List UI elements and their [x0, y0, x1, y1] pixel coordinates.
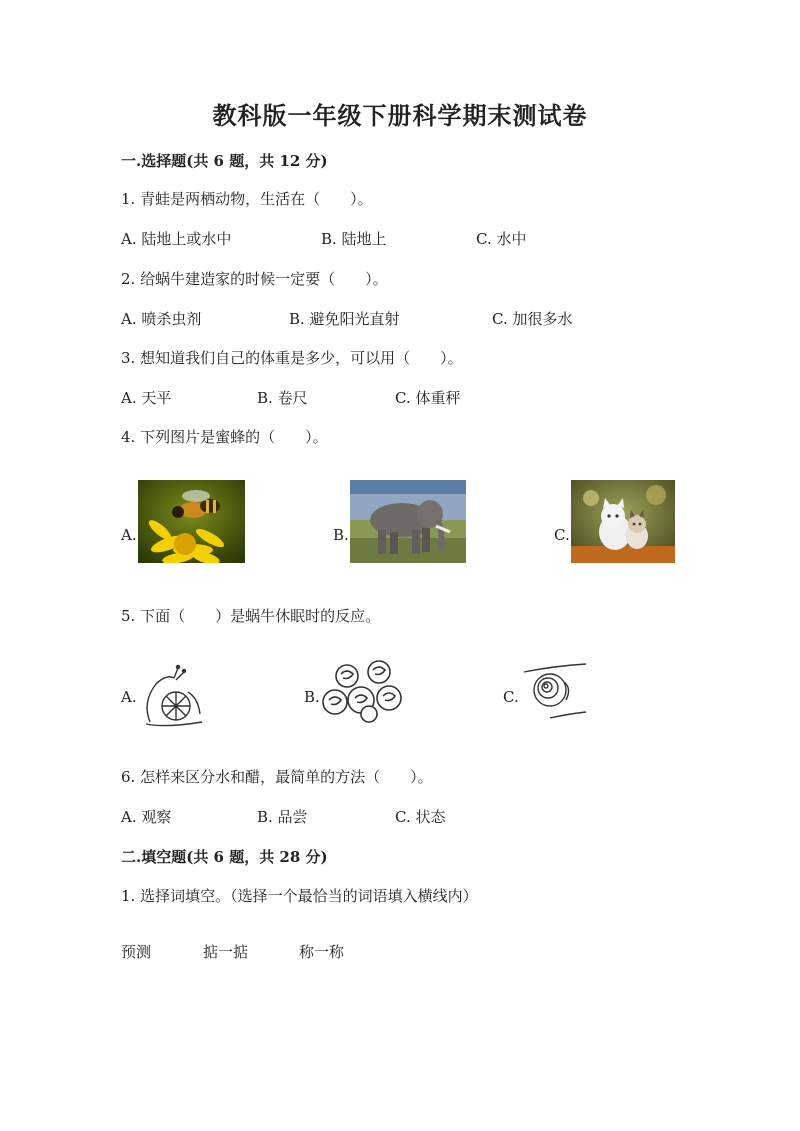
question-6-stem: 6. 怎样来区分水和醋，最简单的方法（ ）。	[121, 768, 433, 786]
option-c[interactable]: C. 加很多水	[492, 310, 573, 328]
option-b[interactable]: B. 品尝	[257, 808, 308, 826]
option-b[interactable]: B. 避免阳光直射	[289, 310, 400, 328]
option-c-label[interactable]: C.	[503, 688, 519, 706]
option-a[interactable]: A. 喷杀虫剂	[121, 310, 202, 328]
option-c[interactable]: C. 状态	[395, 808, 446, 826]
option-a-label[interactable]: A.	[121, 526, 137, 544]
word-bank-item: 称一称	[299, 943, 345, 961]
question-4-stem: 4. 下列图片是蜜蜂的（ ）。	[121, 428, 328, 446]
option-a[interactable]: A. 观察	[121, 808, 172, 826]
word-bank-item: 掂一掂	[203, 943, 249, 961]
snails-clustered-image[interactable]	[321, 658, 405, 724]
kittens-image[interactable]	[571, 480, 675, 563]
option-a-label[interactable]: A.	[121, 688, 137, 706]
option-b[interactable]: B. 卷尺	[257, 389, 308, 407]
option-b-label[interactable]: B.	[304, 688, 320, 706]
option-c[interactable]: C. 水中	[476, 230, 527, 248]
snail-crawling-image[interactable]	[136, 662, 208, 730]
section-heading-fill-blank: 二.填空题(共 6 题，共 28 分)	[121, 848, 328, 866]
option-a[interactable]: A. 天平	[121, 389, 172, 407]
option-b[interactable]: B. 陆地上	[321, 230, 387, 248]
section-heading-choice: 一.选择题(共 6 题，共 12 分)	[121, 152, 328, 170]
word-bank-item: 预测	[121, 943, 152, 961]
question-1-stem: 1. 青蛙是两栖动物，生活在（ ）。	[121, 190, 373, 208]
option-b-label[interactable]: B.	[333, 526, 349, 544]
option-c[interactable]: C. 体重秤	[395, 389, 461, 407]
fill-question-1-stem: 1. 选择词填空。（选择一个最恰当的词语填入横线内）	[121, 887, 478, 905]
option-a[interactable]: A. 陆地上或水中	[121, 230, 232, 248]
question-2-stem: 2. 给蜗牛建造家的时候一定要（ ）。	[121, 270, 388, 288]
question-5-stem: 5. 下面（ ）是蜗牛休眠时的反应。	[121, 607, 381, 625]
page-title: 教科版一年级下册科学期末测试卷	[212, 101, 588, 130]
option-c-label[interactable]: C.	[554, 526, 570, 544]
bee-on-flower-image[interactable]	[138, 480, 245, 563]
question-3-stem: 3. 想知道我们自己的体重是多少，可以用（ ）。	[121, 349, 463, 367]
elephant-image[interactable]	[350, 480, 466, 563]
snail-sealed-shell-image[interactable]	[520, 662, 588, 722]
